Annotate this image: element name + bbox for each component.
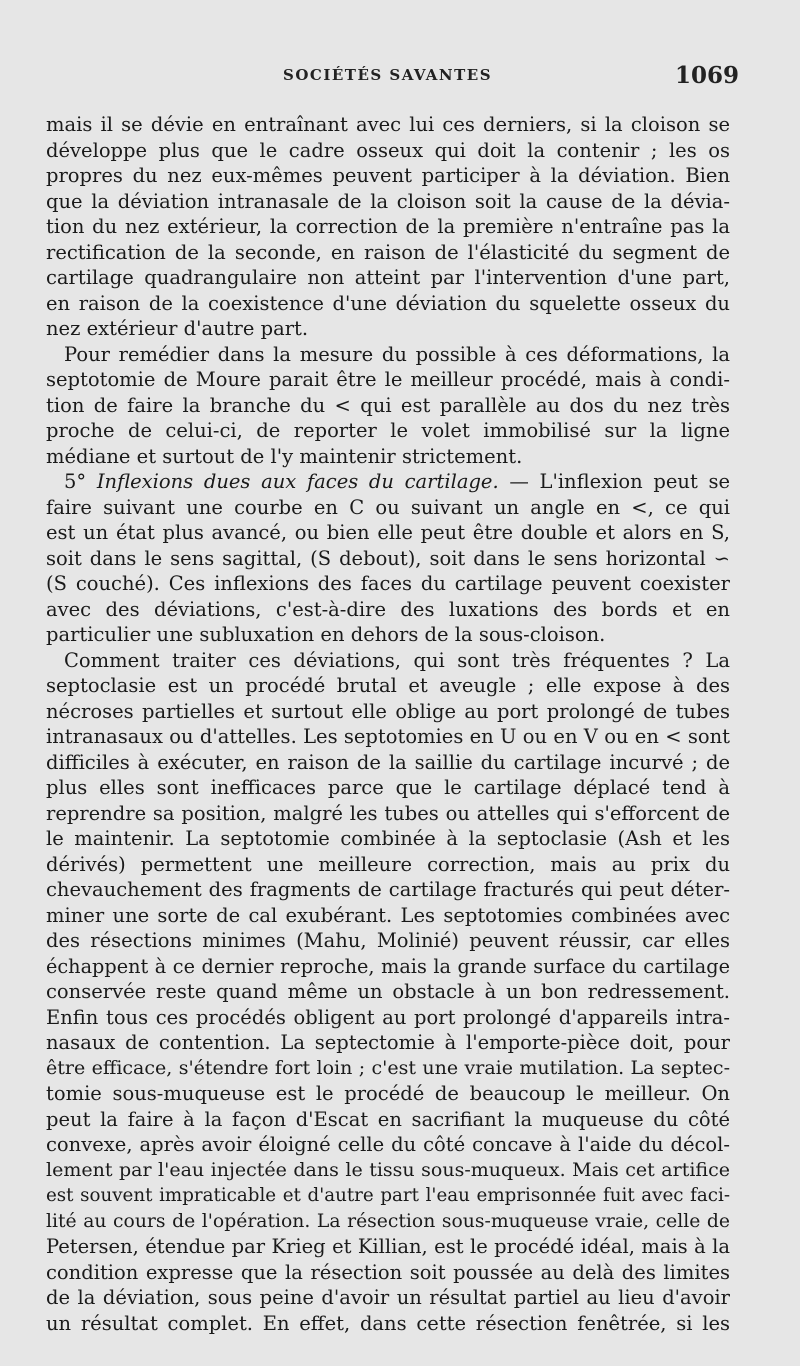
text-line: échappent à ce dernier reproche, mais la grande surface du cartilage [46, 954, 730, 978]
text-line: Comment traiter ces déviations, qui sont très fréquentes ? La [64, 648, 730, 672]
text-line: mais il se dévie en entraînant avec lui ces derniers, si la cloison se [46, 113, 730, 136]
text-line: nez extérieur d'autre part. [46, 317, 309, 340]
text-line: propres du nez eux-mêmes peuvent participer à la déviation. Bien [46, 164, 730, 187]
text-line: particulier une subluxation en dehors de la sous-cloison. [46, 623, 606, 646]
text-line: de la déviation, sous peine d'avoir un résultat partiel au lieu d'avoir [46, 1286, 730, 1309]
text-line: septotomie de Moure parait être le meilleur procédé, mais à condi- [46, 368, 730, 391]
text-line: dérivés) permettent une meilleure correction, mais au prix du [46, 852, 730, 876]
text-line: nasaux de contention. La septectomie à l'emporte-pièce doit, pour [46, 1031, 730, 1054]
text-line: chevauchement des fragments de cartilage fracturés qui peut déter- [46, 878, 730, 901]
text-line: des résections minimes (Mahu, Molinié) peuvent réussir, car elles [46, 929, 730, 952]
text-line: être efficace, s'étendre fort loin ; c'est une vraie mutilation. La septec- [46, 1056, 730, 1079]
text-line: septoclasie est un procédé brutal et aveugle ; elle expose à des [46, 674, 730, 697]
text-line: miner une sorte de cal exubérant. Les septotomies combinées avec [46, 903, 730, 927]
text-line: peut la faire à la façon d'Escat en sacrifiant la muqueuse du côté [46, 1107, 730, 1131]
text-line: Petersen, étendue par Krieg et Killian, est le procédé idéal, mais à la [46, 1235, 730, 1258]
text-line: lement par l'eau injectée dans le tissu sous-muqueux. Mais cet artifice [46, 1158, 730, 1181]
text-line: Pour remédier dans la mesure du possible à ces déformations, la [64, 342, 730, 366]
text-line: conservée reste quand même un obstacle à un bon redressement. [46, 980, 730, 1003]
text-line: tion de faire la branche du < qui est parallèle au dos du nez très [46, 393, 730, 417]
text-line: (S couché). Ces inflexions des faces du cartilage peuvent coexister [46, 572, 730, 595]
text-line: tomie sous-muqueuse est le procédé de beaucoup le meilleur. On [46, 1082, 730, 1105]
text-line: médiane et surtout de l'y maintenir strictement. [46, 444, 523, 468]
text-line: que la déviation intranasale de la cloison soit la cause de la dévia- [46, 189, 730, 213]
text-line: convexe, après avoir éloigné celle du côté concave à l'aide du décol- [46, 1133, 730, 1156]
text-line: condition expresse que la résection soit poussée au delà des limites [46, 1260, 730, 1284]
text-line: intranasaux ou d'attelles. Les septotomies en U ou en V ou en < sont [46, 725, 730, 748]
text-line: est souvent impraticable et d'autre part l'eau emprisonnée fuit avec faci- [46, 1185, 730, 1206]
text-line: est un état plus avancé, ou bien elle peut être double et alors en S, [46, 521, 730, 544]
text-line: un résultat complet. En effet, dans cette résection fenêtrée, si les [46, 1311, 730, 1335]
text-line: soit dans le sens sagittal, (S debout), soit dans le sens horizontal ∽ [46, 546, 730, 570]
page-header [0, 62, 800, 96]
text-line: développe plus que le cadre osseux qui doit la contenir ; les os [46, 138, 730, 162]
text-line: proche de celui-ci, de reporter le volet immobilisé sur la ligne [46, 419, 730, 442]
text-line: avec des déviations, c'est-à-dire des luxations des bords et en [46, 597, 730, 621]
text-line: plus elles sont inefficaces parce que le cartilage déplacé tend à [46, 776, 730, 799]
section-heading-italic: Inflexions dues aux faces du cartilage. [96, 470, 499, 493]
text-line: cartilage quadrangulaire non atteint par l'intervention d'une part, [46, 266, 730, 289]
text-line: en raison de la coexistence d'une déviation du squelette osseux du [46, 291, 730, 315]
text-line: nécroses partielles et surtout elle oblige au port prolongé de tubes [46, 699, 730, 723]
text-line: faire suivant une courbe en C ou suivant un angle en <, ce qui [46, 495, 730, 519]
text-line: rectification de la seconde, en raison de l'élasticité du segment de [46, 240, 730, 264]
text-line: difficiles à exécuter, en raison de la saillie du cartilage incurvé ; de [46, 750, 730, 774]
text-line: lité au cours de l'opération. La résection sous-muqueuse vraie, celle de [46, 1210, 730, 1232]
text-line: 5° Inflexions dues aux faces du cartilage. — L'inflexion peut se [64, 470, 730, 493]
text-line: reprendre sa position, malgré les tubes ou attelles qui s'efforcent de [46, 801, 730, 825]
page-number: 1069 [675, 62, 740, 89]
body-text [46, 112, 730, 1336]
text-line: le maintenir. La septotomie combinée à la septoclasie (Ash et les [46, 827, 730, 850]
text-line: Enfin tous ces procédés obligent au port prolongé d'appareils intra- [46, 1005, 730, 1029]
running-title: SOCIÉTÉS SAVANTES [283, 66, 493, 84]
text-line: tion du nez extérieur, la correction de la première n'entraîne pas la [46, 215, 730, 238]
